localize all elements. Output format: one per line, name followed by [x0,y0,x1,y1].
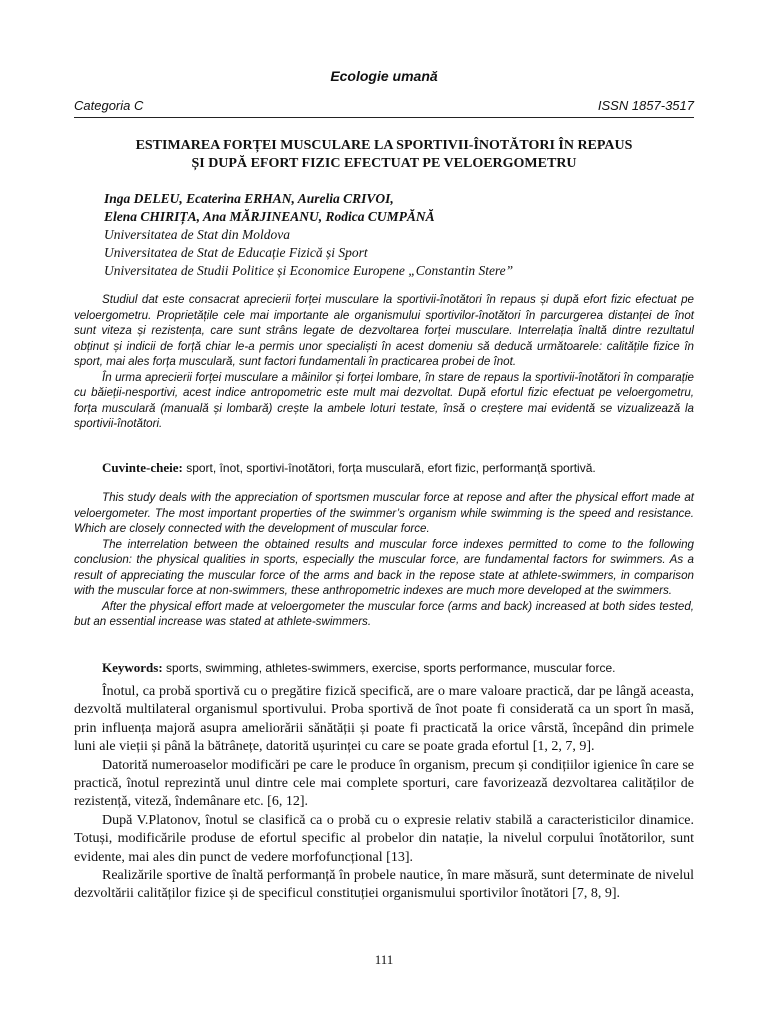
issn-label: ISSN 1857-3517 [597,98,694,113]
header-rule [74,117,694,118]
keywords-english [102,660,694,676]
keywords-text: sports, swimming, athletes-swimmers, exercise, sports performance, muscular force. [162,661,616,675]
abstract-romanian [74,292,694,432]
body-paragraph: Realizările sportive de înaltă performanță în probele nautice, în mare măsură, sunt determinate de nivelul dezvoltării calităților fizice și de specificul constituției organismului sportivilor înotători [7, 8, 9]. [74,868,694,902]
article-title [74,137,694,173]
abstract-paragraph: Studiul dat este consacrat aprecierii forței musculare la sportivii-înotători în repaus și după efort fizic efectuat pe veloergometru. Proprietățile cele mai importante ale organismului sportivilor-înotători în parcurgerea distanței de înot sunt viteza și rezistența, care sunt strâns legate de dezvoltarea forței musculare. Interrelația înaltă dintre rezultatul obținut și indicii de forță chiar le-a permis unor specialiști în acest domeniu să deducă următoarele: calitățile fizice în sport, mai ales forța musculară, sunt factori fundamentali în practicarea probei de înot. [74,293,694,368]
title-line-2: ȘI DUPĂ EFORT FIZIC EFECTUAT PE VELOERGOMETRU [191,156,577,171]
page-number: 111 [374,952,394,967]
journal-name: Ecologie umană [330,68,438,84]
article-body [74,683,694,904]
abstract-english [74,490,694,630]
body-paragraph: Înotul, ca probă sportivă cu o pregătire fizică specifică, are o mare valoare practică, dar pe lângă aceasta, dezvoltă multilateral organismul sportivului. Proba sportivă de înot poate fi considerată ca un sport în masă, prin influența majoră asupra ameliorării sănătății și poate fi practicată la orice vârstă, începând din primele luni ale vieții și până la bătrânețe, datorită ușurinței cu care se poate grada efortul [1, 2, 7, 9]. [74,684,694,755]
author-block [104,190,694,280]
keywords-label: Cuvinte-cheie: [102,460,183,475]
abstract-paragraph: În urma aprecierii forței musculare a mâinilor și forței lombare, în stare de repaus la sportivii-înotători în comparație cu băieții-nesportivi, acest indice antropometric este mult mai dezvoltat. După efortul fizic efectuat pe veloergometru, forța musculară (manuală și lombară) crește la ambele loturi testate, însă o creștere mai evidentă se vizualizează la sportivii-înotători. [74,370,694,430]
keywords-romanian [102,460,694,476]
body-paragraph: Datorită numeroaselor modificări pe care le produce în organism, precum și condițiilor igienice în care se practică, înotul reprezintă unul dintre cele mai complete sporturi, care favorizează dezvoltarea calităților de rezistență, viteză, îndemânare etc. [6, 12]. [74,757,694,810]
abstract-paragraph: After the physical effort made at veloergometer the muscular force (arms and back) increased at both sides tested, but an essential increase was stated at athlete-swimmers. [74,599,694,628]
body-paragraph: După V.Platonov, înotul se clasifică ca o probă cu o expresie relativ stabilă a caracteristicilor dinamice. Totuși, modificările produse de efortul specific al probelor din natație, la nivelul corpului înotătorilor, sunt evidente, mai ales din punct de vedere morfofuncțional [13]. [74,812,694,865]
keywords-label: Keywords: [102,660,163,675]
author-names-1: Inga DELEU, Ecaterina ERHAN, Aurelia CRIVOI, [104,191,394,206]
category-label: Categoria C [74,98,144,113]
abstract-paragraph: This study deals with the appreciation of sportsmen muscular force at repose and after the physical effort made at veloergometer. The most important properties of the swimmer’s organism while swimming is the speed and resistance. Which are closely connected with the development of muscular force. [74,491,694,535]
author-names-2: Elena CHIRIȚA, Ana MĂRJINEANU, Rodica CUMPĂNĂ [104,209,435,224]
keywords-text: sport, înot, sportivi-înotători, forța musculară, efort fizic, performanță sportivă. [182,461,596,475]
abstract-paragraph: The interrelation between the obtained results and muscular force indexes permitted to come to the following conclusion: the physical qualities in sports, especially the muscular force, are fundamental factors for swimmers. As a result of appreciating the muscular force of the arms and back in the repose state at athlete-swimmers, in comparison with the muscular force at non-swimmers, these anthropometric indexes are much more developed at the swimmers. [74,537,694,597]
affiliation: Universitatea de Stat din Moldova [104,227,290,242]
title-line-1: ESTIMAREA FORȚEI MUSCULARE LA SPORTIVII-ÎNOTĂTORI ÎN REPAUS [135,138,633,153]
header-meta [74,98,694,113]
affiliation: Universitatea de Studii Politice și Economice Europene „Constantin Stere” [104,263,514,278]
affiliation: Universitatea de Stat de Educație Fizică și Sport [104,245,368,260]
